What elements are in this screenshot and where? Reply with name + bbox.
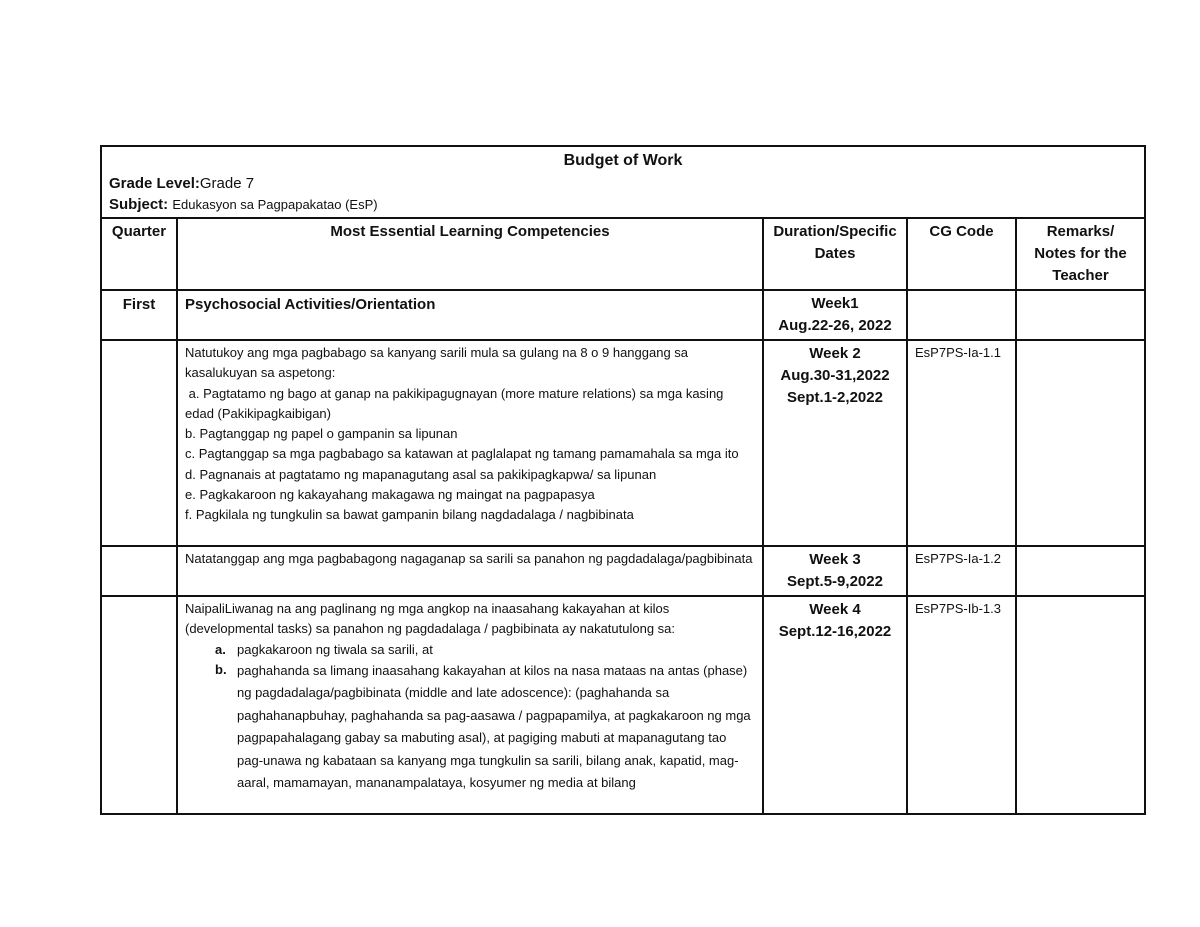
competency-item: f. Pagkilala ng tungkulin sa bawat gampanin bilang nagdadalaga / nagbibinata bbox=[185, 507, 634, 523]
duration-cell bbox=[763, 546, 907, 596]
subject-line bbox=[109, 194, 1137, 215]
list-item bbox=[215, 660, 755, 794]
remarks-cell bbox=[1016, 290, 1145, 340]
competency-intro: Natutukoy ang mga pagbabago sa kanyang sarili mula sa gulang na 8 o 9 hanggang sa kasalukuyan sa aspetong: bbox=[185, 345, 689, 381]
list-text: pagkakaroon ng tiwala sa sarili, at bbox=[237, 641, 433, 657]
week-label: Week 4 bbox=[809, 601, 861, 618]
competency-cell bbox=[177, 340, 763, 546]
budget-of-work-table bbox=[100, 145, 1146, 815]
competency-item: a. Pagtatamo ng bago at ganap na pakikipagugnayan (more mature relations) sa mga kasing edad (Pakikipagkaibigan) bbox=[185, 385, 728, 421]
quarter-cell: First bbox=[101, 290, 177, 340]
column-header-duration: Duration/Specific Dates bbox=[763, 218, 907, 290]
remarks-cell bbox=[1016, 546, 1145, 596]
cg-code-cell: EsP7PS-Ia-1.2 bbox=[907, 546, 1016, 596]
date-range: Aug.22-26, 2022 bbox=[778, 317, 892, 334]
remarks-cell bbox=[1016, 596, 1145, 814]
date-range: Aug.30-31,2022 bbox=[780, 367, 890, 384]
week-label: Week1 bbox=[811, 295, 859, 312]
grade-level-line bbox=[109, 173, 1137, 194]
cg-code-cell bbox=[907, 290, 1016, 340]
subject-value: Edukasyon sa Pagpapakatao (EsP) bbox=[172, 197, 378, 212]
competency-cell: Psychosocial Activities/Orientation bbox=[177, 290, 763, 340]
cg-code-cell: EsP7PS-Ib-1.3 bbox=[907, 596, 1016, 814]
quarter-cell bbox=[101, 546, 177, 596]
competency-cell: Natatanggap ang mga pagbabagong nagaganap sa sarili sa panahon ng pagdadalaga/pagbibinata bbox=[177, 546, 763, 596]
list-text: paghahanda sa limang inaasahang kakayahan at kilos na nasa mataas na antas (phase) ng pagdadalaga/pagbibinata (middle and late adoscence): (paghahanda sa paghahanapbuhay, paghahanda sa pag-aasawa / pagpapamilya, at pagkakaroon ng mga pagpapahalagang gabay sa mabuting asal), at pagiging mabuti at mapanagutang tao pag-unawa ng kabataan sa kanyang mga tungkulin sa sarili, bilang anak, kapatid, mag-aaral, mamamayan, mananampalataya, kosyumer ng media at bilang bbox=[237, 662, 751, 790]
sub-item-list bbox=[185, 640, 755, 795]
date-range: Sept.5-9,2022 bbox=[787, 573, 883, 590]
column-header-row bbox=[101, 218, 1145, 290]
competency-cell bbox=[177, 596, 763, 814]
table-row bbox=[101, 596, 1145, 814]
document-title: Budget of Work bbox=[563, 152, 683, 169]
subject-label: Subject: bbox=[109, 196, 169, 213]
competency-item: b. Pagtanggap ng papel o gampanin sa lipunan bbox=[185, 426, 458, 442]
column-header-remarks: Remarks/ Notes for the Teacher bbox=[1016, 218, 1145, 290]
duration-cell bbox=[763, 290, 907, 340]
budget-of-work-page bbox=[100, 145, 1144, 815]
cg-code-cell: EsP7PS-Ia-1.1 bbox=[907, 340, 1016, 546]
competency-item: c. Pagtanggap sa mga pagbabago sa katawan at paglalapat ng tamang pamamahala sa mga ito bbox=[185, 446, 739, 462]
grade-level-value: Grade 7 bbox=[199, 175, 255, 192]
duration-cell bbox=[763, 596, 907, 814]
list-item bbox=[215, 640, 755, 660]
competency-item: d. Pagnanais at pagtatamo ng mapanagutang asal sa pakikipagkapwa/ sa lipunan bbox=[185, 466, 657, 482]
competency-item: e. Pagkakaroon ng kakayahang makagawa ng maingat na pagpapasya bbox=[185, 487, 595, 503]
table-row bbox=[101, 340, 1145, 546]
document-header-row bbox=[101, 146, 1145, 218]
date-range: Sept.1-2,2022 bbox=[787, 389, 883, 406]
week-label: Week 3 bbox=[809, 551, 861, 568]
table-row bbox=[101, 546, 1145, 596]
remarks-cell bbox=[1016, 340, 1145, 546]
column-header-melc: Most Essential Learning Competencies bbox=[177, 218, 763, 290]
week-label: Week 2 bbox=[809, 345, 861, 362]
quarter-cell bbox=[101, 340, 177, 546]
column-header-quarter: Quarter bbox=[101, 218, 177, 290]
duration-cell bbox=[763, 340, 907, 546]
list-marker: a. bbox=[215, 641, 226, 657]
column-header-cg-code: CG Code bbox=[907, 218, 1016, 290]
quarter-cell bbox=[101, 596, 177, 814]
document-header-cell bbox=[101, 146, 1145, 218]
table-row bbox=[101, 290, 1145, 340]
competency-intro: NaipaliLiwanag na ang paglinang ng mga angkop na inaasahang kakayahan at kilos (developmental tasks) sa panahon ng pagdadalaga / pagbibinata ay nakatutulong sa: bbox=[185, 601, 676, 637]
list-marker: b. bbox=[215, 661, 227, 677]
date-range: Sept.12-16,2022 bbox=[778, 623, 892, 640]
grade-level-label: Grade Level: bbox=[109, 175, 200, 192]
